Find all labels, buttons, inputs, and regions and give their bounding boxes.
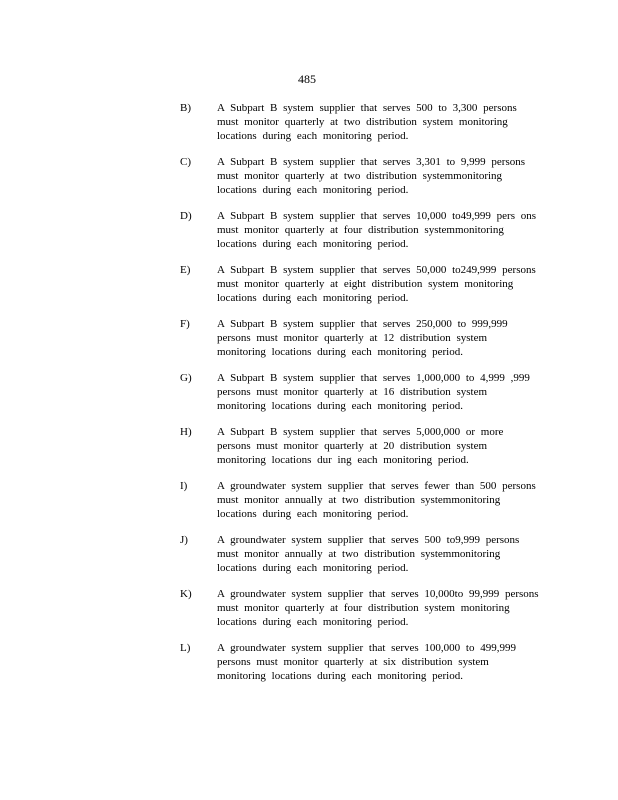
item-text: A Subpart B system supplier that serves 3,301 to 9,999 persons must monitor quarterly at two distribution systemmonitoring locations during each monitoring period. — [217, 156, 526, 196]
item-text: A Subpart B system supplier that serves 10,000 to49,999 pers ons must monitor quarterly at four distribution systemmonitoring locations during each monitoring period. — [217, 210, 537, 250]
page-number: 485 — [298, 72, 316, 86]
list-item — [180, 479, 540, 533]
item-letter: J) — [180, 534, 188, 546]
item-letter: G) — [180, 372, 192, 384]
item-letter: C) — [180, 156, 191, 168]
item-letter: E) — [180, 264, 191, 276]
item-letter: B) — [180, 102, 191, 114]
item-text: A Subpart B system supplier that serves 5,000,000 or more persons must monitor quarterly at 20 distribution system monitoring locations dur ing each monitoring period. — [217, 426, 504, 466]
list-item — [180, 371, 540, 425]
item-text: A Subpart B system supplier that serves 1,000,000 to 4,999 ,999 persons must monitor quarterly at 16 distribution system monitoring locations during each monitoring period. — [217, 372, 530, 412]
item-list — [180, 101, 540, 695]
item-letter: D) — [180, 210, 192, 222]
item-text: A Subpart B system supplier that serves 50,000 to249,999 persons must monitor quarterly at eight distribution system monitoring locations during each monitoring period. — [217, 264, 536, 304]
list-item — [180, 101, 540, 155]
item-letter: F) — [180, 318, 190, 330]
item-letter: K) — [180, 588, 192, 600]
list-item — [180, 641, 540, 695]
item-letter: H) — [180, 426, 192, 438]
list-item — [180, 155, 540, 209]
item-letter: I) — [180, 480, 188, 492]
list-item — [180, 317, 540, 371]
item-letter: L) — [180, 642, 191, 654]
list-item — [180, 425, 540, 479]
item-text: A groundwater system supplier that serves 500 to9,999 persons must monitor annually at two distribution systemmonitoring locations during each monitoring period. — [217, 534, 520, 574]
item-text: A Subpart B system supplier that serves 250,000 to 999,999 persons must monitor quarterly at 12 distribution system monitoring locations during each monitoring period. — [217, 318, 508, 358]
list-item — [180, 209, 540, 263]
list-item — [180, 263, 540, 317]
item-text: A groundwater system supplier that serves 100,000 to 499,999 persons must monitor quarterly at six distribution system monitoring locations during each monitoring period. — [217, 642, 516, 682]
item-text: A Subpart B system supplier that serves 500 to 3,300 persons must monitor quarterly at two distribution system monitoring locations during each monitoring period. — [217, 102, 517, 142]
item-text: A groundwater system supplier that serves fewer than 500 persons must monitor annually at two distribution systemmonitoring locations during each monitoring period. — [217, 480, 536, 520]
list-item — [180, 587, 540, 641]
list-item — [180, 533, 540, 587]
item-text: A groundwater system supplier that serves 10,000to 99,999 persons must monitor quarterly at four distribution system monitoring locations during each monitoring period. — [217, 588, 539, 628]
